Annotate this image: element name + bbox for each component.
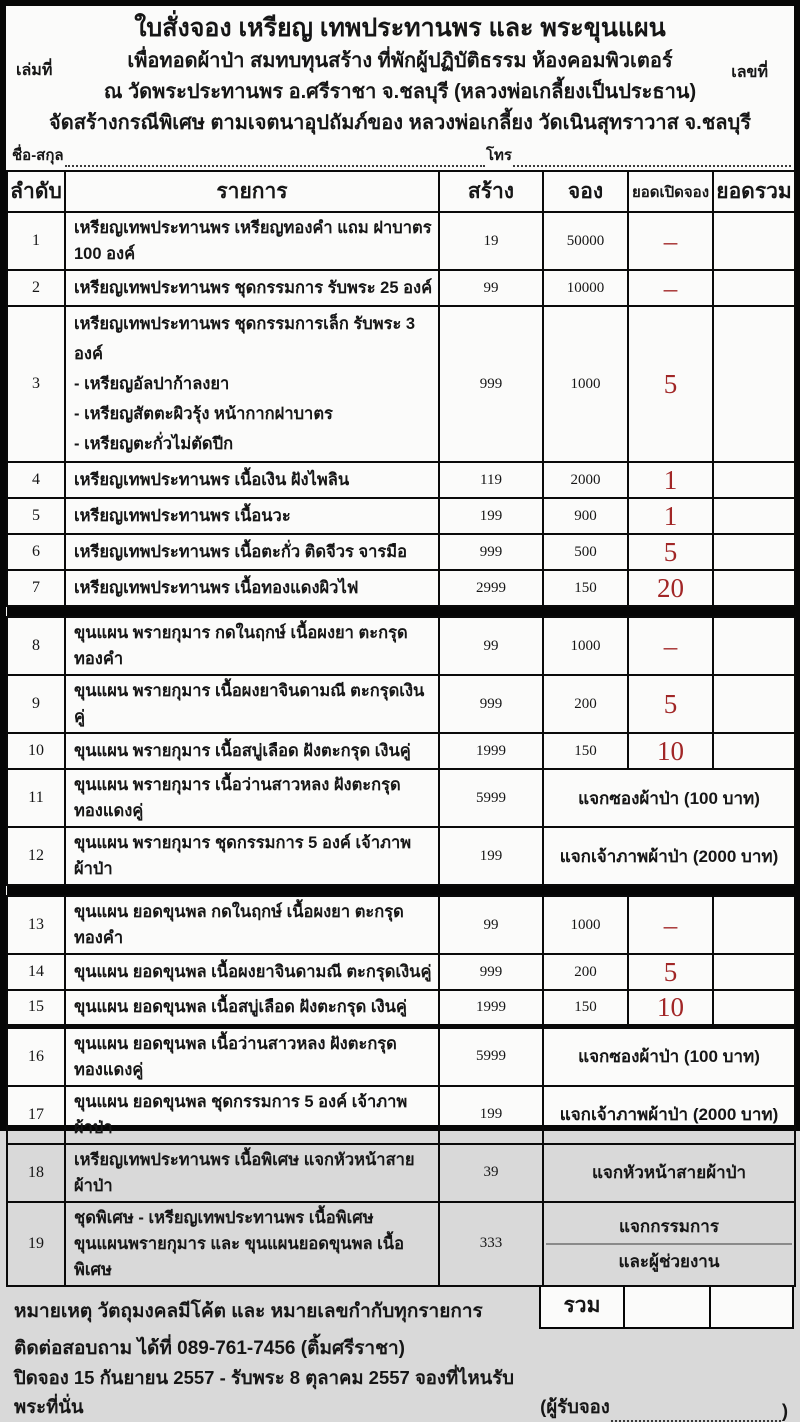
- grand-total-cell: [713, 570, 795, 606]
- reserved-cell: 150: [543, 733, 628, 769]
- made-cell: 19: [439, 212, 543, 270]
- made-cell: 999: [439, 306, 543, 462]
- reserved-cell: 150: [543, 990, 628, 1026]
- made-cell: 99: [439, 617, 543, 675]
- row-no-cell: 3: [7, 306, 65, 462]
- open-total-cell: 10: [628, 990, 713, 1026]
- row-no-cell: 13: [7, 896, 65, 954]
- made-cell: 119: [439, 462, 543, 498]
- made-cell: 999: [439, 675, 543, 733]
- item-line: ขุนแผน ยอดขุนพล เนื้อผงยาจินดามณี ตะกรุดเงินคู่: [74, 963, 432, 981]
- reserved-cell: 1000: [543, 617, 628, 675]
- item-line: ขุนแผน พรายกุมาร ชุดกรรมการ 5 องค์ เจ้าภาพ ผ้าป่า: [74, 834, 412, 878]
- giveaway-cell: แจกเจ้าภาพผ้าป่า (2000 บาท): [543, 827, 795, 885]
- row-no-cell: 10: [7, 733, 65, 769]
- item-line: ขุนแผน พรายกุมาร กดในฤกษ์ เนื้อผงยา ตะกรุดทองคำ: [74, 624, 408, 668]
- table-row: [7, 570, 795, 606]
- table-row: [7, 270, 795, 306]
- receiver-blank-line: [611, 1407, 781, 1422]
- item-line: เหรียญเทพประทานพร เนื้อนวะ: [74, 507, 291, 525]
- open-total-cell: 1: [628, 462, 713, 498]
- total-grand-cell: [711, 1287, 794, 1329]
- row-no-cell: 2: [7, 270, 65, 306]
- item-line: เหรียญเทพประทานพร เนื้อตะกั่ว ติดจีวร จารมือ: [74, 543, 408, 561]
- form-header: [6, 6, 794, 170]
- grand-total-cell: [713, 896, 795, 954]
- made-cell: 199: [439, 1086, 543, 1144]
- item-line: เหรียญเทพประทานพร เนื้อทองแดงผิวไฟ: [74, 579, 359, 597]
- total-label: รวม: [539, 1287, 625, 1329]
- reserved-cell: 150: [543, 570, 628, 606]
- row-no-cell: 5: [7, 498, 65, 534]
- item-cell: [65, 1086, 439, 1144]
- giveaway-line: แจกกรรมการ: [546, 1210, 792, 1245]
- total-boxes: [539, 1287, 794, 1329]
- item-line: ขุนแผนพรายกุมาร และ ขุนแผนยอดขุนพล เนื้อพิเศษ: [74, 1234, 404, 1279]
- open-total-cell: –: [628, 270, 713, 306]
- book-no-label: เล่มที่: [16, 62, 53, 79]
- table-row: [7, 1026, 795, 1086]
- item-cell: [65, 270, 439, 306]
- grand-total-cell: [713, 270, 795, 306]
- table-row: [7, 462, 795, 498]
- column-header-1: รายการ: [65, 171, 439, 212]
- giveaway-cell: [543, 1202, 795, 1286]
- table-row: [7, 827, 795, 885]
- name-label: ชื่อ-สกุล: [12, 147, 64, 164]
- table-row: [7, 498, 795, 534]
- open-total-cell: –: [628, 617, 713, 675]
- row-no-cell: 16: [7, 1026, 65, 1086]
- receiver-field: [540, 1393, 788, 1422]
- item-cell: [65, 990, 439, 1026]
- made-cell: 5999: [439, 769, 543, 827]
- header-row: [7, 171, 795, 212]
- made-cell: 39: [439, 1144, 543, 1202]
- item-cell: [65, 534, 439, 570]
- giveaway-cell: แจกซองผ้าป่า (100 บาท): [543, 769, 795, 827]
- column-header-2: สร้าง: [439, 171, 543, 212]
- grand-total-cell: [713, 534, 795, 570]
- open-total-cell: 5: [628, 306, 713, 462]
- reserved-cell: 2000: [543, 462, 628, 498]
- separator-cell: [7, 885, 795, 896]
- grand-total-cell: [713, 617, 795, 675]
- row-no-cell: 19: [7, 1202, 65, 1286]
- table-row: [7, 990, 795, 1026]
- grand-total-cell: [713, 462, 795, 498]
- made-cell: 999: [439, 954, 543, 990]
- item-cell: [65, 1202, 439, 1286]
- item-line: ขุนแผน ยอดขุนพล กดในฤกษ์ เนื้อผงยา ตะกรุดทองคำ: [74, 903, 404, 947]
- table-row: [7, 1144, 795, 1202]
- table-row: [7, 617, 795, 675]
- name-phone-line: [6, 139, 794, 170]
- contact-line: ติดต่อสอบถาม ได้ที่ 089-761-7456 (ติ้มศรีราชา): [14, 1337, 405, 1359]
- item-cell: [65, 675, 439, 733]
- table-row: [7, 212, 795, 270]
- item-line: เหรียญเทพประทานพร ชุดกรรมการ รับพระ 25 องค์: [74, 279, 433, 297]
- grand-total-cell: [713, 498, 795, 534]
- item-line: เหรียญเทพประทานพร เนื้อพิเศษ แจกหัวหน้าสายผ้าป่า: [74, 1150, 415, 1195]
- phone-blank-line: [513, 152, 791, 167]
- row-no-cell: 7: [7, 570, 65, 606]
- item-cell: [65, 896, 439, 954]
- open-total-cell: 5: [628, 534, 713, 570]
- section-separator-bar: [7, 606, 795, 617]
- open-total-cell: 10: [628, 733, 713, 769]
- form-subtitle-2: ณ วัดพระประทานพร อ.ศรีราชา จ.ชลบุรี (หลวงพ่อเกลี้ยงเป็นประธาน): [103, 81, 697, 103]
- reserved-cell: 200: [543, 954, 628, 990]
- giveaway-line: และผู้ช่วยงาน: [618, 1251, 720, 1271]
- total-open-cell: [625, 1287, 711, 1329]
- row-no-cell: 17: [7, 1086, 65, 1144]
- order-table-head: [7, 171, 795, 212]
- made-cell: 99: [439, 270, 543, 306]
- made-cell: 199: [439, 498, 543, 534]
- item-cell: [65, 954, 439, 990]
- row-no-cell: 12: [7, 827, 65, 885]
- item-line: ขุนแผน ยอดขุนพล เนื้อสบู่เลือด ฝังตะกรุด เงินคู่: [74, 998, 407, 1017]
- item-cell: [65, 462, 439, 498]
- item-cell: [65, 498, 439, 534]
- table-row: [7, 675, 795, 733]
- item-cell: [65, 769, 439, 827]
- name-blank-line: [65, 152, 485, 167]
- section-separator-bar: [7, 885, 795, 896]
- made-cell: 199: [439, 827, 543, 885]
- table-row: [7, 954, 795, 990]
- item-line: เหรียญเทพประทานพร เหรียญทองคำ แถม ฝาบาตร 100 องค์: [74, 219, 432, 263]
- closing-text: ปิดจอง 15 กันยายน 2557 - รับพระ 8 ตุลาคม 2557 จองที่ไหนรับพระที่นั่น: [14, 1366, 514, 1417]
- item-line: ชุดพิเศษ - เหรียญเทพประทานพร เนื้อพิเศษ: [74, 1208, 374, 1227]
- open-total-cell: 5: [628, 675, 713, 733]
- made-cell: 2999: [439, 570, 543, 606]
- table-row: [7, 769, 795, 827]
- item-cell: [65, 212, 439, 270]
- grand-total-cell: [713, 675, 795, 733]
- made-cell: 333: [439, 1202, 543, 1286]
- column-header-0: ลำดับ: [7, 171, 65, 212]
- number-label: เลขที่: [731, 64, 768, 81]
- grand-total-cell: [713, 212, 795, 270]
- table-row: [7, 306, 795, 462]
- table-row: [7, 733, 795, 769]
- item-cell: [65, 306, 439, 462]
- item-line: - เหรียญอัลปาก้าลงยา: [74, 375, 230, 393]
- item-cell: [65, 570, 439, 606]
- closing-line: [6, 1363, 794, 1422]
- table-row: [7, 896, 795, 954]
- giveaway-cell: แจกเจ้าภาพผ้าป่า (2000 บาท): [543, 1086, 795, 1144]
- total-row: [6, 1287, 794, 1329]
- open-total-cell: 5: [628, 954, 713, 990]
- made-cell: 1999: [439, 990, 543, 1026]
- item-line: - เหรียญตะกั่วไม่ตัดปีก: [74, 435, 234, 453]
- item-line: - เหรียญสัตตะผิวรุ้ง หน้ากากฝาบาตร: [74, 405, 333, 423]
- item-line: ขุนแผน พรายกุมาร เนื้อผงยาจินดามณี ตะกรุดเงินคู่: [74, 682, 425, 726]
- open-total-cell: –: [628, 896, 713, 954]
- item-line: เหรียญเทพประทานพร ชุดกรรมการเล็ก รับพระ 3 องค์: [74, 315, 416, 363]
- made-cell: 999: [439, 534, 543, 570]
- row-no-cell: 14: [7, 954, 65, 990]
- item-line: ขุนแผน พรายกุมาร เนื้อสบู่เลือด ฝังตะกรุด เงินคู่: [74, 742, 411, 760]
- row-no-cell: 11: [7, 769, 65, 827]
- item-cell: [65, 617, 439, 675]
- grand-total-cell: [713, 954, 795, 990]
- grand-total-cell: [713, 990, 795, 1026]
- table-row: [7, 1086, 795, 1144]
- order-table-body: [7, 212, 795, 1286]
- column-header-4: ยอดเปิดจอง: [628, 171, 713, 212]
- table-row: [7, 1202, 795, 1286]
- row-no-cell: 15: [7, 990, 65, 1026]
- item-line: ขุนแผน ยอดขุนพล เนื้อว่านสาวหลง ฝังตะกรุด ทองแดงคู่: [74, 1034, 397, 1079]
- reserved-cell: 200: [543, 675, 628, 733]
- row-no-cell: 8: [7, 617, 65, 675]
- reserved-cell: 10000: [543, 270, 628, 306]
- row-no-cell: 9: [7, 675, 65, 733]
- row-no-cell: 4: [7, 462, 65, 498]
- reserved-cell: 1000: [543, 896, 628, 954]
- column-header-3: จอง: [543, 171, 628, 212]
- receiver-suffix: ): [781, 1399, 788, 1421]
- row-no-cell: 18: [7, 1144, 65, 1202]
- form-title: ใบสั่งจอง เหรียญ เทพประทานพร และ พระขุนแผน: [134, 14, 666, 42]
- item-cell: [65, 1026, 439, 1086]
- reserved-cell: 500: [543, 534, 628, 570]
- open-total-cell: –: [628, 212, 713, 270]
- open-total-cell: 1: [628, 498, 713, 534]
- open-total-cell: 20: [628, 570, 713, 606]
- grand-total-cell: [713, 306, 795, 462]
- reserved-cell: 900: [543, 498, 628, 534]
- form-subtitle-3: จัดสร้างกรณีพิเศษ ตามเจตนาอุปถัมภ์ของ หลวงพ่อเกลี้ยง วัดเนินสุทราวาส จ.ชลบุรี: [49, 112, 751, 134]
- column-header-5: ยอดรวม: [713, 171, 795, 212]
- separator-cell: [7, 606, 795, 617]
- item-cell: [65, 827, 439, 885]
- row-no-cell: 1: [7, 212, 65, 270]
- order-table: [6, 170, 796, 1287]
- note-text: หมายเหตุ วัตถุมงคลมีโค้ต และ หมายเลขกำกับทุกรายการ: [14, 1300, 483, 1322]
- item-cell: [65, 1144, 439, 1202]
- giveaway-cell: แจกหัวหน้าสายผ้าป่า: [543, 1144, 795, 1202]
- phone-label: โทร: [485, 147, 512, 164]
- made-cell: 5999: [439, 1026, 543, 1086]
- made-cell: 99: [439, 896, 543, 954]
- reserved-cell: 1000: [543, 306, 628, 462]
- giveaway-cell: แจกซองผ้าป่า (100 บาท): [543, 1026, 795, 1086]
- item-line: ขุนแผน ยอดขุนพล ชุดกรรมการ 5 องค์ เจ้าภาพ ผ้าป่า: [74, 1092, 408, 1137]
- row-no-cell: 6: [7, 534, 65, 570]
- form-subtitle-1: เพื่อทอดผ้าป่า สมทบทุนสร้าง ที่พักผู้ปฏิบัติธรรม ห้องคอมพิวเตอร์: [127, 50, 673, 72]
- item-cell: [65, 733, 439, 769]
- grand-total-cell: [713, 733, 795, 769]
- item-line: ขุนแผน พรายกุมาร เนื้อว่านสาวหลง ฝังตะกรุด ทองแดงคู่: [74, 776, 401, 820]
- receiver-prefix: (ผู้รับจอง: [540, 1395, 610, 1417]
- made-cell: 1999: [439, 733, 543, 769]
- item-line: เหรียญเทพประทานพร เนื้อเงิน ฝังไพลิน: [74, 471, 350, 489]
- table-row: [7, 534, 795, 570]
- reserved-cell: 50000: [543, 212, 628, 270]
